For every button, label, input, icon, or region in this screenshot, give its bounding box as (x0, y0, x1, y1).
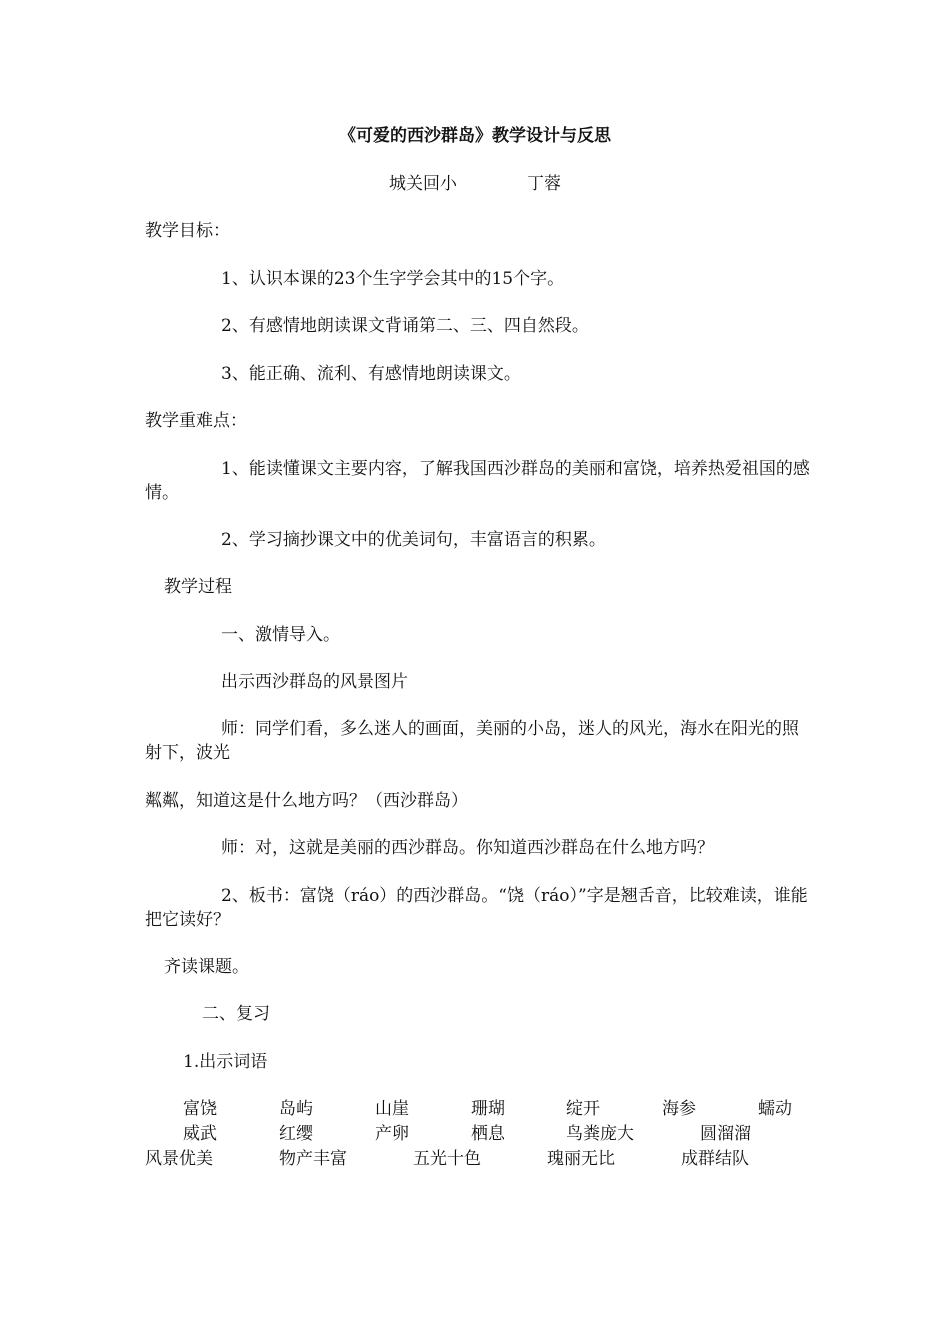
vocab-word: 绽开 (566, 1099, 600, 1119)
vocab-word: 威武 (183, 1124, 217, 1144)
vocab-row-3 (0, 1147, 950, 1171)
goals-heading: 教学目标： (145, 221, 230, 241)
document-title: 《可爱的西沙群岛》教学设计与反思 (339, 126, 611, 146)
author-line (0, 172, 950, 196)
teacher-line-2: 师：对，这就是美丽的西沙群岛。你知道西沙群岛在什么地方吗？ (221, 838, 714, 858)
vocab-word: 成群结队 (681, 1149, 749, 1169)
goal-item-3: 3、能正确、流利、有感情地朗读课文。 (221, 364, 521, 384)
vocab-row-2 (0, 1122, 950, 1146)
vocab-word: 蠕动 (758, 1099, 792, 1119)
vocab-word: 产卵 (375, 1124, 409, 1144)
board-writing-line: 2、板书：富饶（ráo）的西沙群岛。“饶（ráo）”字是翘舌音，比较难读，谁能把它读好？ (145, 886, 808, 930)
vocab-word: 珊瑚 (471, 1099, 505, 1119)
step-one-heading: 一、激情导入。 (221, 625, 340, 645)
vocab-word: 山崖 (375, 1099, 409, 1119)
goal-item-1: 1、认识本课的23个生字学会其中的15个字。 (221, 269, 565, 289)
show-pictures-line: 出示西沙群岛的风景图片 (221, 672, 408, 692)
vocab-word: 岛屿 (279, 1099, 313, 1119)
key-point-item-2: 2、学习摘抄课文中的优美词句，丰富语言的积累。 (221, 530, 606, 550)
author-name: 丁蓉 (527, 174, 561, 194)
process-heading: 教学过程 (164, 577, 232, 597)
teacher-line-1: 师：同学们看，多么迷人的画面，美丽的小岛，迷人的风光，海水在阳光的照射下，波光 (145, 719, 799, 763)
vocab-word: 鸟粪庞大 (566, 1124, 634, 1144)
vocab-word: 富饶 (183, 1099, 217, 1119)
vocab-word: 物产丰富 (279, 1149, 347, 1169)
key-point-item-1: 1、能读懂课文主要内容，了解我国西沙群岛的美丽和富饶，培养热爱祖国的感情。 (145, 459, 810, 503)
vocab-word: 海参 (662, 1099, 696, 1119)
read-title-line: 齐读课题。 (164, 957, 249, 977)
show-words-line: 1.出示词语 (183, 1052, 268, 1072)
goal-item-2: 2、有感情地朗读课文背诵第二、三、四自然段。 (221, 316, 589, 336)
vocab-word: 五光十色 (413, 1149, 481, 1169)
step-two-heading: 二、复习 (202, 1004, 270, 1024)
key-points-heading: 教学重难点： (145, 411, 247, 431)
vocab-word: 风景优美 (145, 1149, 213, 1169)
vocab-row-1 (0, 1097, 950, 1121)
vocab-word: 红缨 (279, 1124, 313, 1144)
vocab-word: 圆溜溜 (700, 1124, 751, 1144)
vocab-word: 瑰丽无比 (547, 1149, 615, 1169)
vocab-word: 栖息 (471, 1124, 505, 1144)
teacher-line-1-continued: 粼粼，知道这是什么地方吗？（西沙群岛） (145, 791, 468, 811)
author-school: 城关回小 (389, 174, 457, 194)
